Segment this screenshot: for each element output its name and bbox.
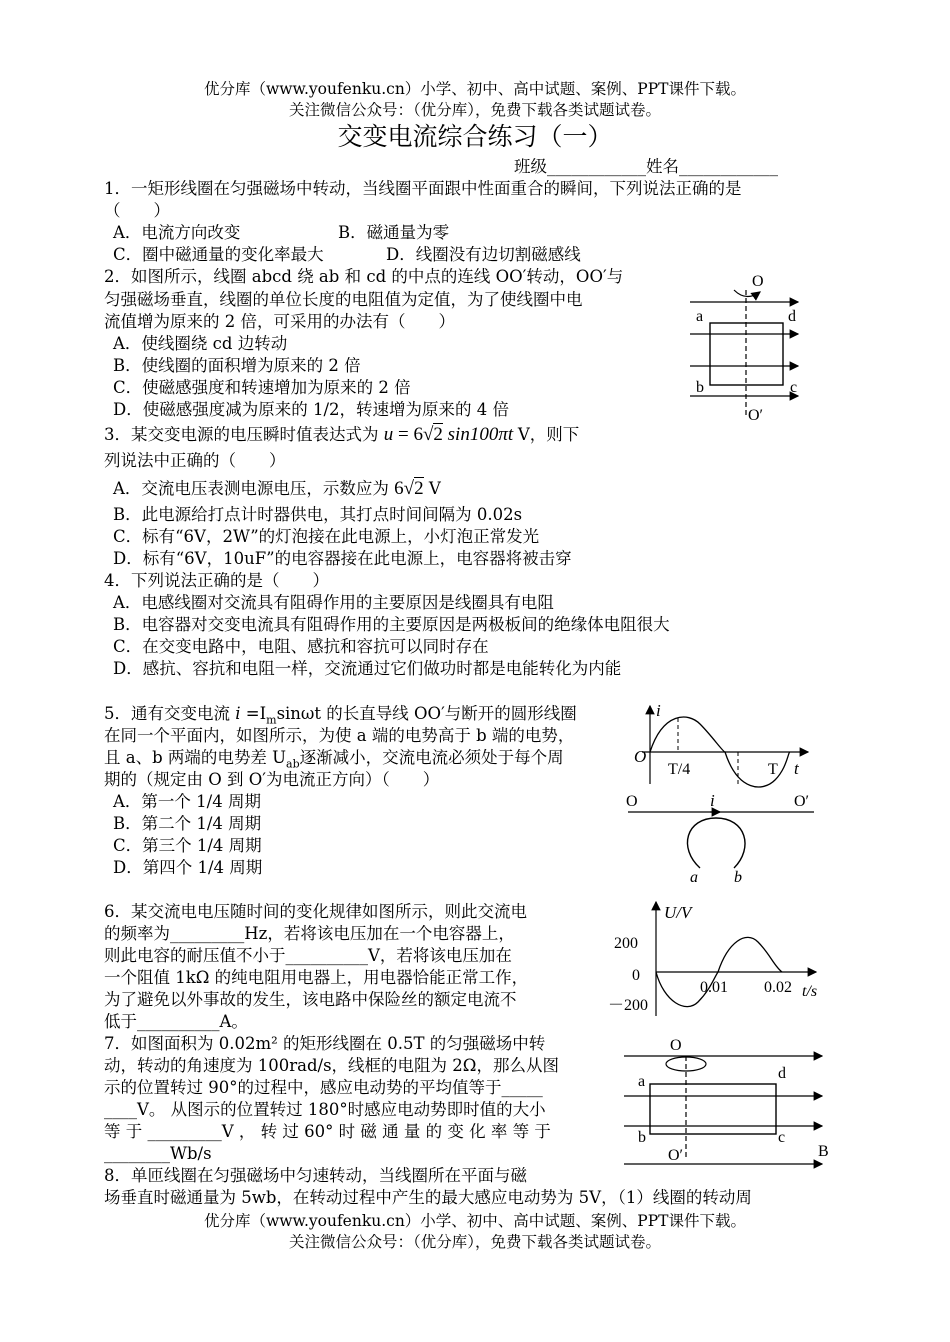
q3-option-b: B．此电源给打点计时器供电，其打点时间间隔为 0.02s: [113, 505, 523, 524]
q5-fig-o-right: O′: [794, 793, 810, 810]
footer-line-1: 优分库（www.youfenku.cn）小学、初中、高中试题、案例、PPT课件下载。: [203, 1212, 747, 1230]
q6-graph-y-max: 200: [614, 935, 638, 952]
q3-formula-root: 2: [433, 424, 443, 445]
q7-label-o: O: [670, 1037, 682, 1054]
q5-line-1-sub: m: [266, 713, 277, 727]
q2-line-2: 匀强磁场垂直，线圈的单位长度的电阻值为定值，为了使线圈中电: [104, 290, 583, 309]
q6-line-4: 一个阻值 1kΩ 的纯电阻用电器上，用电器恰能正常工作，: [104, 968, 529, 987]
q7-label-c: c: [778, 1129, 786, 1146]
q5-option-a: A．第一个 1/4 周期: [113, 792, 261, 811]
q3-option-c: C．标有“6V，2W”的灯泡接在此电源上，小灯泡正常发光: [113, 527, 540, 546]
q4-option-b: B．电容器对交变电流具有阻碍作用的主要原因是两极板间的绝缘体电阻很大: [113, 615, 670, 634]
q2-label-o: O: [752, 273, 764, 290]
q2-rotation-arrow-icon: [734, 290, 760, 297]
q4-option-d: D．感抗、容抗和电阻一样，交流通过它们做功时都是电能转化为内能: [113, 659, 622, 678]
q3-option-a-value: [394, 477, 423, 499]
q3-line-1: [104, 424, 579, 446]
q5-line-1-b: =I: [240, 704, 267, 723]
q7-line-3: 示的位置转过 90°的过程中，感应电动势的平均值等于_____: [104, 1078, 543, 1097]
q5-fig-o-left: O: [626, 793, 638, 810]
q7-label-b-field: B: [818, 1143, 829, 1160]
q7-line-6: ________Wb/s: [104, 1144, 212, 1163]
q2-label-c: c: [790, 379, 798, 396]
q2-label-b: b: [696, 379, 704, 396]
q2-label-d: d: [788, 308, 796, 325]
q5-option-c: C．第三个 1/4 周期: [113, 836, 262, 855]
q2-line-3: 流值增为原来的 2 倍，可采用的办法有（ ）: [104, 312, 455, 331]
q7-field-lines: [624, 1056, 822, 1164]
q3-option-a-six: 6: [394, 478, 404, 499]
q3-option-a-root-sign: √: [403, 478, 415, 499]
q5-graph-t-quarter: T/4: [668, 761, 691, 778]
q2-option-b: B．使线圈的面积增为原来的 2 倍: [113, 356, 361, 375]
q4-option-a: A．电感线圈对交流具有阻碍作用的主要原因是线圈具有电阻: [113, 593, 554, 612]
q7-label-a: a: [638, 1073, 646, 1090]
q3-stem-prefix: 3．某交变电源的电压瞬时值表达式为: [104, 425, 379, 444]
q6-graph-t-axis: t/s: [802, 983, 818, 1000]
q5-line-3-sub: ab: [286, 757, 300, 771]
q6-line-2: 的频率为_________Hz，若将该电压加在一个电容器上，: [104, 924, 515, 943]
q5-current-graph: [628, 700, 818, 788]
q7-label-o-prime: O′: [668, 1147, 684, 1164]
q3-formula-u: u: [383, 424, 394, 445]
q3-stem-suffix: V，则下: [517, 425, 580, 444]
q2-label-o-prime: O′: [748, 407, 764, 424]
q7-label-b: b: [638, 1129, 646, 1146]
q3-option-a-text: A．交流电压表测电源电压，示数应为: [113, 479, 389, 498]
q2-option-c: C．使磁感强度和转速增加为原来的 2 倍: [113, 378, 411, 397]
q2-label-a: a: [696, 308, 704, 325]
q3-option-d: D．标有“6V，10uF”的电容器接在此电源上，电容器将被击穿: [113, 549, 572, 568]
q5-graph-i-label: i: [656, 701, 661, 720]
q5-graph-t-full: T: [768, 761, 778, 778]
q5-graph-t-axis: t: [794, 759, 799, 778]
q5-fig-i: i: [710, 791, 715, 810]
q6-graph-u-axis: U/V: [664, 903, 692, 922]
q6-line-6: 低于__________A。: [104, 1012, 248, 1031]
q2-line-1: 2．如图所示，线圈 abcd 绕 ab 和 cd 的中点的连线 OO′转动，OO′与: [104, 267, 624, 286]
header-line-1: 优分库（www.youfenku.cn）小学、初中、高中试题、案例、PPT课件下载。: [203, 80, 747, 98]
q4-stem: 4．下列说法正确的是（ ）: [104, 571, 329, 590]
q6-line-5: 为了避免以外事故的发生，该电路中保险丝的额定电流不: [104, 990, 517, 1009]
q2-coil-diagram: [680, 268, 810, 428]
q2-field-lines: [690, 302, 798, 396]
q5-line-4: 期的（规定由 O 到 O′为电流正方向）（ ）: [104, 770, 440, 789]
q6-graph-t1: 0.01: [700, 979, 728, 996]
q6-line-3: 则此电容的耐压值不小于__________V，若将该电压加在: [104, 946, 512, 965]
q6-graph-zero: 0: [632, 967, 640, 984]
q5-option-d: D．第四个 1/4 周期: [113, 858, 263, 877]
q5-fig-b: b: [734, 869, 742, 886]
class-name-line: 班级____________姓名____________: [514, 157, 778, 176]
q5-line-1-i: i: [235, 704, 241, 723]
q3-option-a-unit: V: [428, 479, 441, 498]
q2-option-a: A．使线圈绕 cd 边转动: [113, 334, 288, 353]
q1-option-a: A．电流方向改变: [113, 223, 241, 242]
page-title: 交变电流综合练习（一）: [337, 122, 613, 151]
q6-graph-t2: 0.02: [764, 979, 792, 996]
q7-coil-diagram: [622, 1034, 832, 1166]
q5-line-1-a: 5．通有交变电流: [104, 704, 236, 723]
q7-line-5: 等 于 _________V ， 转 过 60° 时 磁 通 量 的 变 化 率 等 于: [104, 1122, 551, 1141]
q5-option-b: B．第二个 1/4 周期: [113, 814, 262, 833]
q5-line-3-b: 逐渐减小，交流电流必须处于每个周: [299, 748, 564, 767]
q3-formula-eq: = 6: [398, 424, 423, 445]
q4-option-c: C．在交变电路中，电阻、感抗和容抗可以同时存在: [113, 637, 489, 656]
q6-graph-y-min: －200: [608, 997, 649, 1014]
q3-option-a: [113, 478, 441, 500]
q5-open-loop: [687, 818, 745, 868]
q1-stem: 1．一矩形线圈在匀强磁场中转动，当线圈平面跟中性面重合的瞬间，下列说法正确的是: [104, 179, 742, 198]
q1-option-d: D．线圈没有边切割磁感线: [386, 245, 581, 264]
q1-paren: （ ）: [104, 201, 170, 220]
q2-option-d: D．使磁感强度减为原来的 1/2，转速增为原来的 4 倍: [113, 400, 510, 419]
q3-line-2: 列说法中正确的（ ）: [104, 451, 286, 470]
q7-label-d: d: [778, 1065, 786, 1082]
q7-line-2: 动，转动的角速度为 100rad/s，线框的电阻为 2Ω，那么从图: [104, 1056, 559, 1075]
q3-root-sign: √: [422, 424, 434, 445]
q5-wire-coil-diagram: [624, 790, 824, 888]
q7-line-4: ____V。 从图示的位置转过 180°时感应电动势即时值的大小: [104, 1100, 546, 1119]
q3-option-a-root: 2: [414, 478, 424, 499]
q6-voltage-graph: [606, 896, 826, 1020]
q5-line-2: 在同一个平面内，如图所示，为使 a 端的电势高于 b 端的电势，: [104, 726, 575, 745]
q6-line-1: 6．某交流电电压随时间的变化规律如图所示，则此交流电: [104, 902, 527, 921]
header-line-2: 关注微信公众号：（优分库），免费下载各类试题试卷。: [288, 101, 661, 119]
q7-line-1: 7．如图面积为 0.02m² 的矩形线圈在 0.5T 的匀强磁场中转: [104, 1034, 546, 1053]
q3-formula-sin: sin100πt: [447, 424, 514, 445]
q8-line-1: 8．单匝线圈在匀强磁场中匀速转动，当线圈所在平面与磁: [104, 1166, 527, 1185]
footer-line-2: 关注微信公众号：（优分库），免费下载各类试题试卷。: [288, 1233, 661, 1251]
q6-graph-u-label: [664, 903, 694, 922]
q5-line-1-c: sinωt 的长直导线 OO′与断开的圆形线圈: [276, 704, 577, 723]
q1-option-c: C．圈中磁通量的变化率最大: [113, 245, 324, 264]
q1-option-b: B．磁通量为零: [338, 223, 450, 242]
q5-fig-a: a: [690, 869, 698, 886]
q8-line-2: 场垂直时磁通量为 5wb，在转动过程中产生的最大感应电动势为 5V，（1）线圈的转动周: [104, 1188, 752, 1207]
q3-formula: [384, 423, 518, 445]
q5-line-3-a: 且 a、b 两端的电势差 U: [104, 748, 287, 767]
q5-graph-origin: O: [634, 747, 647, 766]
